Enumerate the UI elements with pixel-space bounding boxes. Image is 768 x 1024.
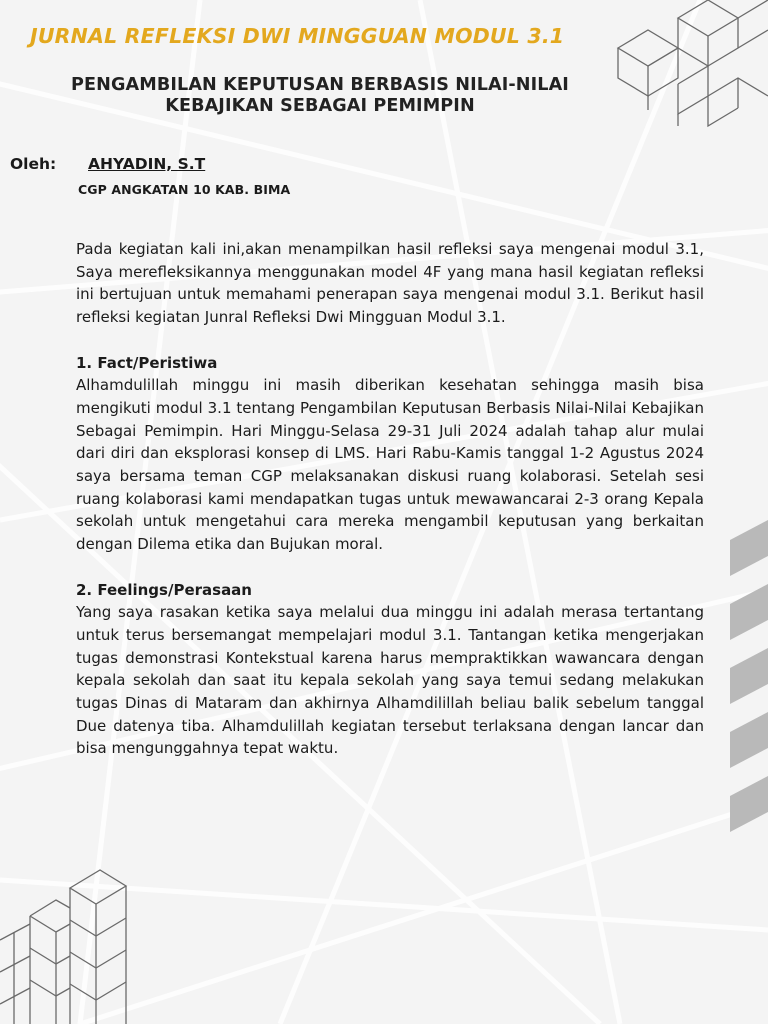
- author-organization: CGP ANGKATAN 10 KAB. BIMA: [78, 182, 291, 197]
- main-title-line-1: PENGAMBILAN KEPUTUSAN BERBASIS NILAI-NILAI: [71, 75, 569, 95]
- author-label: Oleh:: [10, 155, 57, 173]
- author-name: AHYADIN, S.T: [88, 155, 206, 173]
- main-title-line-2: KEBAJIKAN SEBAGAI PEMIMPIN: [165, 96, 475, 116]
- document-body: [76, 238, 704, 760]
- section-heading-fact: 1. Fact/Peristiwa: [76, 353, 218, 372]
- main-title: [14, 75, 626, 117]
- intro-paragraph: Pada kegiatan kali ini,akan menampilkan hasil refleksi saya mengenai modul 3.1, Saya merefleksikannya menggunakan model 4F yang mana hasil kegiatan refleksi ini bertujuan untuk memahami penerapan saya mengenai modul 3.1. Berikut hasil refleksi kegiatan Junral Refleksi Dwi Mingguan Modul 3.1.: [76, 240, 704, 327]
- paragraph-gap: [76, 556, 704, 579]
- journal-title: JURNAL REFLEKSI DWI MINGGUAN MODUL 3.1: [30, 24, 565, 48]
- section-heading-feelings: 2. Feelings/Perasaan: [76, 580, 252, 599]
- section-text-fact: Alhamdulillah minggu ini masih diberikan kesehatan sehingga masih bisa mengikuti modul 3.1 tentang Pengambilan Keputusan Berbasis Nilai-Nilai Kebajikan Sebagai Pemimpin. Hari Minggu-Selasa 29-31 Juli 2024 adalah tahap alur mulai dari diri dan eksplorasi konsep di LMS. Hari Rabu-Kamis tanggal 1-2 Agustus 2024 saya bersama teman CGP melaksanakan diskusi ruang kolaborasi. Setelah sesi ruang kolaborasi kami mendapatkan tugas untuk mewawancarai 2-3 orang Kepala sekolah untuk mengetahui cara mereka mengambil keputusan yang berkaitan dengan Dilema etika dan Bujukan moral.: [76, 376, 704, 554]
- section-text-feelings: Yang saya rasakan ketika saya melalui dua minggu ini adalah merasa tertantang untuk terus bersemangat mempelajari modul 3.1. Tantangan ketika mengerjakan tugas demonstrasi Kontekstual karena harus mempraktikkan wawancara dengan kepala sekolah dan saat itu kepala sekolah yang saya temui sedang melakukan tugas Dinas di Mataram dan akhirnya Alhamdilillah beliau balik sebelum tanggal Due datenya tiba. Alhamdulillah kegiatan tersebut terlaksana dengan lancar dan bisa mengunggahnya tepat waktu.: [76, 603, 704, 758]
- paragraph-gap: [76, 329, 704, 352]
